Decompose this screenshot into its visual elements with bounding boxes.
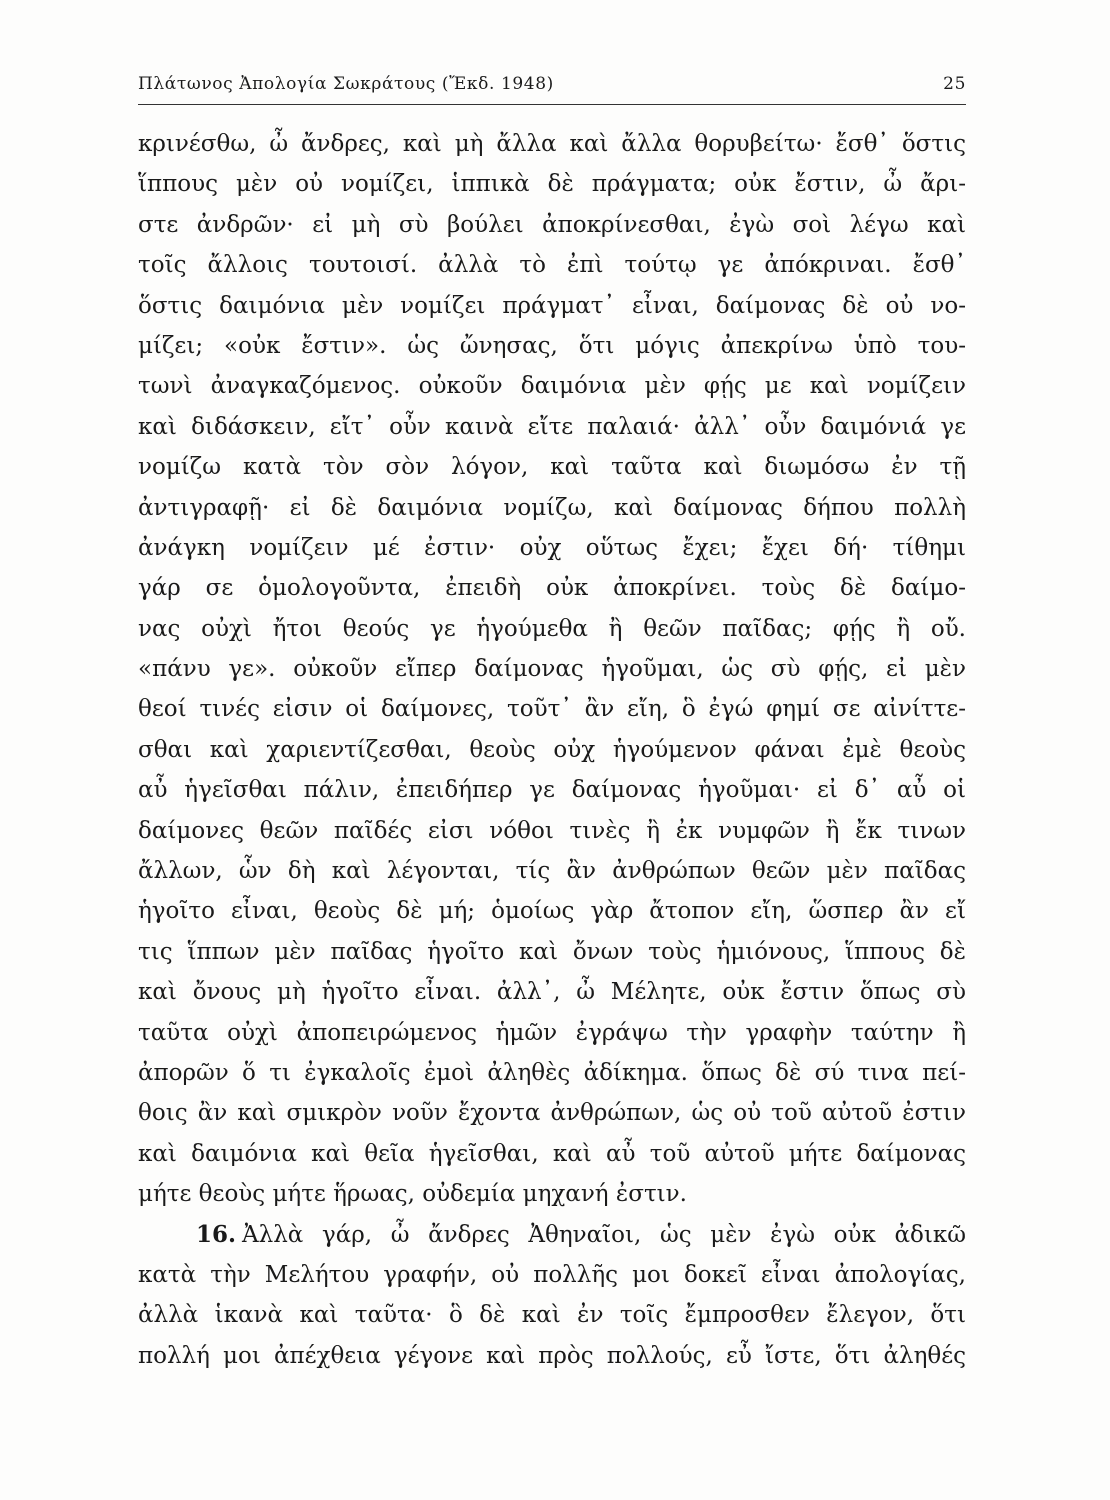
text-line: θεοί τινές εἰσιν οἱ δαίμονες, τοῦτ᾽ ἂν εἴη, ὃ ἐγώ φημί σε αἰνίττε-: [138, 696, 966, 723]
text-line: στε ἀνδρῶν· εἰ μὴ σὺ βούλει ἀποκρίνεσθαι, ἐγὼ σοὶ λέγω καὶ: [138, 211, 966, 238]
text-line: ἀντιγραφῇ· εἰ δὲ δαιμόνια νομίζω, καὶ δαίμονας δήπου πολλὴ: [138, 494, 966, 521]
text-line: καὶ δαιμόνια καὶ θεῖα ἡγεῖσθαι, καὶ αὖ τοῦ αὐτοῦ μήτε δαίμονας: [138, 1140, 966, 1167]
section-line-text: Ἀλλὰ γάρ, ὦ ἄνδρες Ἀθηναῖοι, ὡς μὲν ἐγὼ οὐκ ἀδικῶ: [242, 1221, 966, 1248]
text-line: μήτε θεοὺς μήτε ἥρωας, οὐδεμία μηχανή ἐστιν.: [138, 1181, 687, 1208]
text-line: ταῦτα οὐχὶ ἀποπειρώμενος ἡμῶν ἐγράψω τὴν γραφὴν ταύτην ἢ: [138, 1019, 966, 1046]
text-line: σθαι καὶ χαριεντίζεσθαι, θεοὺς οὐχ ἡγούμενον φάναι ἐμὲ θεοὺς: [138, 736, 966, 763]
header-rule: [138, 104, 966, 105]
text-line: τοῖς ἄλλοις τουτοισί. ἀλλὰ τὸ ἐπὶ τούτῳ γε ἀπόκριναι. ἔσθ᾽: [138, 252, 966, 279]
text-line: νομίζω κατὰ τὸν σὸν λόγον, καὶ ταῦτα καὶ διωμόσω ἐν τῇ: [138, 454, 966, 481]
text-line: «πάνυ γε». οὐκοῦν εἴπερ δαίμονας ἡγοῦμαι, ὡς σὺ φῄς, εἰ μὲν: [138, 656, 966, 683]
text-line: κατὰ τὴν Μελήτου γραφήν, οὐ πολλῆς μοι δοκεῖ εἶναι ἀπολογίας,: [138, 1261, 966, 1288]
text-line: ὅστις δαιμόνια μὲν νομίζει πράγματ᾽ εἶναι, δαίμονας δὲ οὐ νο-: [138, 292, 966, 319]
text-line: νας οὐχὶ ἤτοι θεούς γε ἡγούμεθα ἢ θεῶν παῖδας; φῄς ἢ οὔ.: [138, 615, 966, 642]
text-line: ἀπορῶν ὅ τι ἐγκαλοῖς ἐμοὶ ἀληθὲς ἀδίκημα. ὅπως δὲ σύ τινα πεί-: [138, 1059, 966, 1086]
text-line: μίζει; «οὐκ ἔστιν». ὡς ὤνησας, ὅτι μόγις ἀπεκρίνω ὑπὸ του-: [138, 332, 966, 359]
text-line: ἀνάγκη νομίζειν μέ ἐστιν· οὐχ οὕτως ἔχει; ἔχει δή· τίθημι: [138, 534, 966, 561]
text-line: πολλή μοι ἀπέχθεια γέγονε καὶ πρὸς πολλούς, εὖ ἴστε, ὅτι ἀληθές: [138, 1342, 966, 1369]
body-text: [138, 124, 966, 1376]
running-head-title: Πλάτωνος Ἀπολογία Σωκράτους (Ἔκδ. 1948): [138, 74, 554, 94]
text-line: τις ἵππων μὲν παῖδας ἡγοῖτο καὶ ὄνων τοὺς ἡμιόνους, ἵππους δὲ: [138, 938, 966, 965]
text-line: καὶ ὄνους μὴ ἡγοῖτο εἶναι. ἀλλ᾽, ὦ Μέλητε, οὐκ ἔστιν ὅπως σὺ: [138, 979, 966, 1006]
section-number: 16.: [196, 1220, 237, 1248]
text-line: δαίμονες θεῶν παῖδές εἰσι νόθοι τινὲς ἢ ἐκ νυμφῶν ἢ ἔκ τινων: [138, 817, 966, 844]
section-first-line: [138, 1215, 966, 1255]
text-line: ἵππους μὲν οὐ νομίζει, ἱππικὰ δὲ πράγματα; οὐκ ἔστιν, ὦ ἄρι-: [138, 171, 966, 198]
text-line: αὖ ἡγεῖσθαι πάλιν, ἐπειδήπερ γε δαίμονας ἡγοῦμαι· εἰ δ᾽ αὖ οἱ: [138, 777, 966, 804]
text-line: τωνὶ ἀναγκαζόμενος. οὐκοῦν δαιμόνια μὲν φῄς με καὶ νομίζειν: [138, 373, 966, 400]
text-line: ἄλλων, ὧν δὴ καὶ λέγονται, τίς ἂν ἀνθρώπων θεῶν μὲν παῖδας: [138, 858, 966, 885]
text-line: ἡγοῖτο εἶναι, θεοὺς δὲ μή; ὁμοίως γὰρ ἄτοπον εἴη, ὥσπερ ἂν εἴ: [138, 898, 966, 925]
text-line: θοις ἂν καὶ σμικρὸν νοῦν ἔχοντα ἀνθρώπων, ὡς οὐ τοῦ αὐτοῦ ἐστιν: [138, 1100, 966, 1127]
text-line: κρινέσθω, ὦ ἄνδρες, καὶ μὴ ἄλλα καὶ ἄλλα θορυβείτω· ἔσθ᾽ ὅστις: [138, 131, 966, 157]
page-number: 25: [943, 74, 966, 94]
text-line: καὶ διδάσκειν, εἴτ᾽ οὖν καινὰ εἴτε παλαιά· ἀλλ᾽ οὖν δαιμόνιά γε: [138, 413, 966, 440]
text-line: γάρ σε ὁμολογοῦντα, ἐπειδὴ οὐκ ἀποκρίνει. τοὺς δὲ δαίμο-: [138, 575, 966, 602]
text-line: ἀλλὰ ἱκανὰ καὶ ταῦτα· ὃ δὲ καὶ ἐν τοῖς ἔμπροσθεν ἔλεγον, ὅτι: [138, 1302, 966, 1329]
running-head: [138, 70, 966, 102]
